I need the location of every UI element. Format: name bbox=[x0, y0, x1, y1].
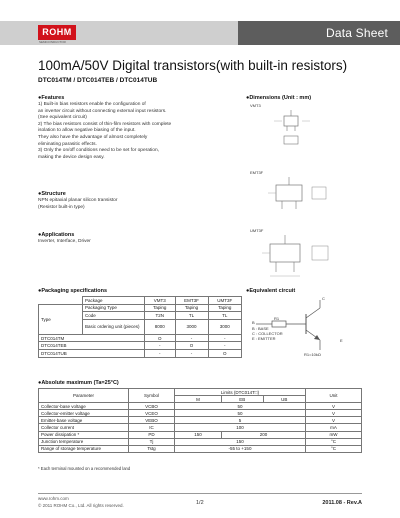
pkg-label-vmt3: VMT3 bbox=[250, 103, 261, 108]
absolute-max-table bbox=[38, 388, 362, 453]
table-row: Emitter-base voltage VEBO 5 V bbox=[39, 417, 362, 424]
table-row: Collector-emitter voltage VCEO 50 V bbox=[39, 410, 362, 417]
col-emt3f: EMT3F bbox=[175, 297, 208, 305]
emitter-label: E bbox=[340, 338, 343, 343]
table-row: Range of storage temperature Tstg -55 to +150 °C bbox=[39, 445, 362, 452]
table-row: DTC014TUB - - O bbox=[39, 349, 242, 357]
table-row bbox=[39, 389, 362, 396]
code-label: Code bbox=[83, 312, 145, 320]
absmax-heading: ●Absolute maximum (Ta=25°C) bbox=[38, 380, 119, 386]
feature-line: They also have the advantage of almost completely bbox=[38, 134, 148, 140]
applications-heading: ●Applications bbox=[38, 232, 75, 238]
col-vmt3: VMT3 bbox=[145, 297, 176, 305]
packaging-table bbox=[38, 296, 242, 358]
feature-line: (See equivalent circuit) bbox=[38, 115, 87, 121]
r1-value: R1=10kΩ bbox=[304, 352, 321, 357]
table-row: Collector-base voltage VCBO 50 V bbox=[39, 403, 362, 410]
table-row bbox=[39, 297, 242, 305]
table-row: M EB UB bbox=[39, 396, 362, 403]
col-symbol: Symbol bbox=[129, 389, 175, 403]
structure-heading: ●Structure bbox=[38, 191, 66, 197]
feature-line: isolation to allow negative biasing of the input. bbox=[38, 128, 136, 134]
absmax-note: * Each terminal mounted on a recommended land bbox=[38, 466, 131, 471]
col-parameter: Parameter bbox=[39, 389, 129, 403]
table-row: Basic ordering unit (pieces) 8000 3000 3000 bbox=[39, 319, 242, 334]
table-row: DTC014TEB - O - bbox=[39, 342, 242, 350]
page-title: 100mA/50V Digital transistors(with built-in resistors) bbox=[38, 58, 348, 73]
footer-url[interactable]: www.rohm.com bbox=[38, 496, 69, 501]
feature-line: making the device design easy. bbox=[38, 154, 105, 160]
features-heading: ●Features bbox=[38, 95, 65, 101]
feature-line: 2) The bias resistors consist of thin-film resistors with complete bbox=[38, 121, 172, 127]
table-row: Collector current IC 100 mA bbox=[39, 424, 362, 431]
structure-line: NPN epitaxial planar silicon transistor bbox=[38, 198, 118, 203]
pkg-label-emt3f: EMT3F bbox=[250, 170, 264, 175]
feature-line: eliminating parasitic effects. bbox=[38, 141, 97, 147]
pkg-label-umt3f: UMT3F bbox=[250, 228, 264, 233]
structure-line: (Resistor built-in type) bbox=[38, 204, 85, 210]
table-row: DTC014TM O - - bbox=[39, 334, 242, 342]
emt3f-outline-drawing bbox=[262, 175, 342, 221]
features-list bbox=[38, 102, 238, 161]
footer-copyright: © 2011 ROHM Co., Ltd. All rights reserved. bbox=[38, 503, 124, 508]
package-label: Package bbox=[83, 297, 145, 305]
structure-text bbox=[38, 198, 117, 211]
col-umt3f: UMT3F bbox=[208, 297, 241, 305]
feature-line: 1) Built-in bias resistors enable the configuration of bbox=[38, 102, 146, 107]
vmt3-outline-drawing bbox=[262, 108, 332, 154]
data-sheet-label: Data Sheet bbox=[325, 26, 388, 40]
revision-date: 2011.08 - Rev.A bbox=[322, 500, 362, 506]
footer-rule bbox=[38, 493, 362, 494]
table-row: Code T2N TL TL bbox=[39, 312, 242, 320]
packaging-type-label: Packaging Type bbox=[83, 304, 145, 312]
part-numbers: DTC014TM / DTC014TEB / DTC014TUB bbox=[38, 77, 158, 84]
col-limits: Limits (DTC014T□) bbox=[175, 389, 306, 396]
base-label: B bbox=[252, 320, 255, 325]
table-row: Type Packaging Type Taping Taping Taping bbox=[39, 304, 242, 312]
feature-line: 3) Only the on/off conditions need to be set for operation, bbox=[38, 148, 159, 154]
ordering-unit-label: Basic ordering unit (pieces) bbox=[83, 319, 145, 334]
dimensions-heading: ●Dimensions (Unit : mm) bbox=[246, 95, 312, 101]
packaging-heading: ●Packaging specifications bbox=[38, 288, 108, 294]
table-row: Junction temperature Tj 150 °C bbox=[39, 438, 362, 445]
equivalent-heading: ●Equivalent circuit bbox=[246, 288, 296, 294]
umt3f-outline-drawing bbox=[258, 232, 348, 284]
applications-text: Inverter, Interface, Driver bbox=[38, 239, 91, 244]
rohm-logo: ROHM bbox=[38, 25, 76, 40]
logo-subtext: SEMICONDUCTOR bbox=[39, 40, 66, 44]
type-label: Type bbox=[39, 304, 83, 334]
pin-legend: B : BASE C : COLLECTOR E : EMITTER bbox=[252, 326, 283, 342]
feature-line: an inverter circuit without connecting external input resistors. bbox=[38, 108, 167, 114]
page-number: 1/2 bbox=[196, 500, 204, 506]
r1-label: R1 bbox=[274, 316, 280, 321]
collector-label: C bbox=[322, 296, 325, 301]
table-row: Power dissipation * PD 150 200 mW bbox=[39, 431, 362, 438]
col-unit: Unit bbox=[306, 389, 362, 403]
